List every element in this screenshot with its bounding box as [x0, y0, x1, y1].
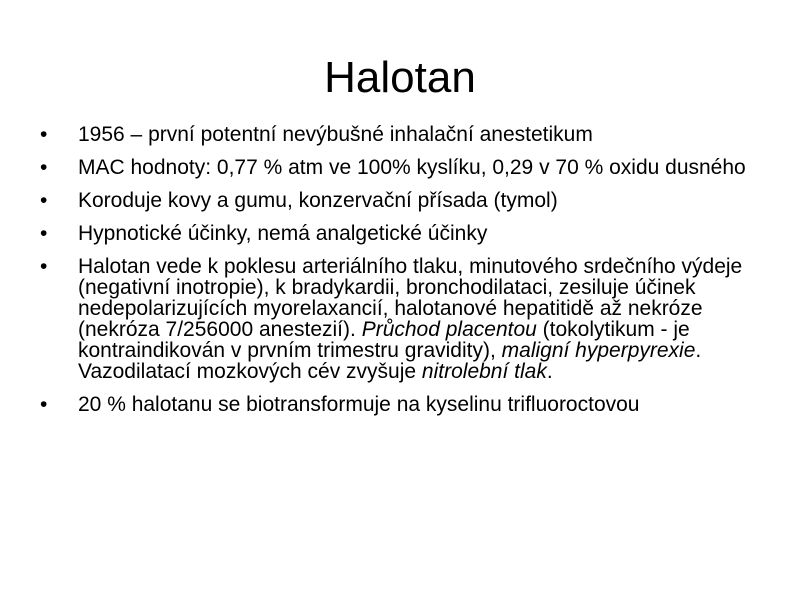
slide-title: Halotan	[324, 53, 476, 102]
bullet-dot-icon: •	[40, 123, 48, 146]
bullet-dot-icon: •	[40, 255, 48, 278]
bullet-item	[40, 124, 760, 145]
bullet-text: 1956 – první potentní nevýbušné inhalační anestetikum	[78, 123, 593, 146]
bullet-item	[40, 394, 760, 415]
bullet-dot-icon: •	[40, 156, 48, 179]
bullet-text-segment: Halotan vede k poklesu arteriálního tlaku, minutového srdečního výdeje (negativní inotropie), k bradykardii, bronchodilataci, zesiluje účinek nedepolarizujících myorelaxancií, halotanové hepatitidě až nekróze (nekróza 7/256000 anestezií).	[78, 255, 743, 341]
bullet-text: Hypnotické účinky, nemá analgetické účinky	[78, 222, 488, 245]
bullet-item	[40, 256, 760, 382]
bullet-list	[40, 124, 760, 427]
bullet-text-segment: .	[546, 360, 553, 383]
bullet-item	[40, 223, 760, 244]
bullet-dot-icon: •	[40, 189, 48, 212]
bullet-text-italic: maligní hyperpyrexie	[501, 339, 696, 362]
bullet-text	[78, 255, 742, 383]
bullet-text-segment: . Vazodilatací mozkových cév zvyšuje	[78, 339, 702, 383]
bullet-text-italic: Průchod placentou	[361, 318, 537, 341]
bullet-text: MAC hodnoty: 0,77 % atm ve 100% kyslíku, 0,29 v 70 % oxidu dusného	[78, 156, 746, 179]
bullet-text: 20 % halotanu se biotransformuje na kyselinu trifluoroctovou	[78, 393, 640, 416]
bullet-dot-icon: •	[40, 222, 48, 245]
bullet-item	[40, 157, 760, 178]
bullet-item	[40, 190, 760, 211]
bullet-text: Koroduje kovy a gumu, konzervační přísada (tymol)	[78, 189, 558, 212]
bullet-text-segment: (tokolytikum - je kontraindikován v prvním trimestru gravidity),	[78, 318, 690, 362]
bullet-text-italic: nitrolební tlak	[421, 360, 547, 383]
bullet-dot-icon: •	[40, 393, 48, 416]
